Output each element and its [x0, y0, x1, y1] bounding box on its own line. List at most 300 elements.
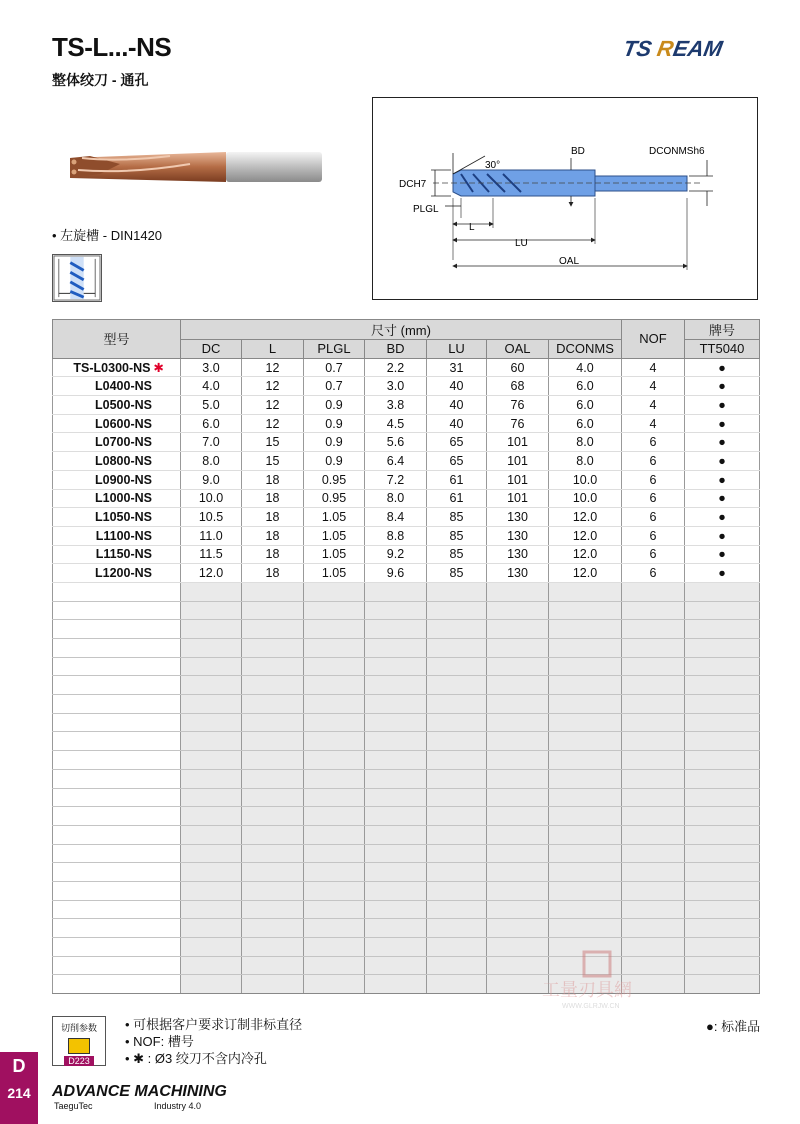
- cell-bd: 3.0: [365, 377, 427, 396]
- empty-cell: [242, 807, 304, 826]
- empty-cell: [181, 601, 242, 620]
- empty-cell: [427, 900, 487, 919]
- empty-cell: [487, 807, 549, 826]
- empty-cell: [427, 732, 487, 751]
- empty-cell: [304, 881, 365, 900]
- model-cell: [53, 508, 181, 527]
- model-code: L1100-NS: [95, 528, 152, 543]
- empty-row: [53, 825, 760, 844]
- model-cell: [53, 396, 181, 415]
- empty-cell: [181, 657, 242, 676]
- industry-text: Industry 4.0: [154, 1101, 202, 1111]
- cell-dc: 10.0: [181, 489, 242, 508]
- empty-cell: [181, 788, 242, 807]
- empty-cell: [181, 751, 242, 770]
- cell-l: 18: [242, 545, 304, 564]
- empty-cell: [53, 639, 181, 658]
- standard-legend: ●: 标准品: [706, 1019, 761, 1034]
- empty-cell: [53, 975, 181, 994]
- cell-dc: 6.0: [181, 414, 242, 433]
- empty-cell: [365, 732, 427, 751]
- cell-mark: ●: [685, 452, 760, 471]
- empty-cell: [304, 676, 365, 695]
- empty-cell: [304, 620, 365, 639]
- empty-cell: [242, 695, 304, 714]
- empty-cell: [427, 881, 487, 900]
- cell-oal: 101: [487, 489, 549, 508]
- empty-cell: [549, 807, 622, 826]
- cell-bd: 4.5: [365, 414, 427, 433]
- empty-cell: [365, 676, 427, 695]
- model-code: L0700-NS: [95, 435, 152, 450]
- empty-cell: [487, 881, 549, 900]
- empty-row: [53, 657, 760, 676]
- cell-nof: 6: [622, 545, 685, 564]
- model-cell: [53, 433, 181, 452]
- model-code: L1150-NS: [95, 547, 152, 562]
- empty-cell: [242, 713, 304, 732]
- cell-dconms: 12.0: [549, 564, 622, 583]
- empty-cell: [487, 713, 549, 732]
- empty-cell: [304, 844, 365, 863]
- empty-cell: [181, 863, 242, 882]
- cell-l: 12: [242, 396, 304, 415]
- l-label: L: [469, 222, 475, 233]
- empty-cell: [549, 695, 622, 714]
- empty-cell: [685, 582, 760, 601]
- watermark-logo: [540, 950, 670, 1010]
- note-nof: • NOF: 槽号: [125, 1034, 194, 1049]
- table-row: [53, 396, 760, 415]
- empty-cell: [685, 620, 760, 639]
- empty-cell: [622, 881, 685, 900]
- empty-cell: [242, 639, 304, 658]
- empty-cell: [549, 620, 622, 639]
- empty-row: [53, 639, 760, 658]
- advance-machining-logo: ADVANCE MACHINING: [52, 1083, 227, 1100]
- bd-label: BD: [571, 146, 585, 157]
- header-size: 尺寸 (mm): [181, 320, 622, 340]
- cell-nof: 6: [622, 508, 685, 527]
- empty-row: [53, 732, 760, 751]
- empty-cell: [427, 975, 487, 994]
- cell-dc: 5.0: [181, 396, 242, 415]
- cell-dc: 8.0: [181, 452, 242, 471]
- cell-lu: 85: [427, 508, 487, 527]
- empty-cell: [53, 582, 181, 601]
- empty-cell: [242, 825, 304, 844]
- col-grade-tt5040: TT5040: [685, 340, 760, 359]
- empty-cell: [685, 676, 760, 695]
- empty-cell: [181, 975, 242, 994]
- cell-plgl: 0.7: [304, 377, 365, 396]
- empty-cell: [685, 788, 760, 807]
- empty-cell: [181, 676, 242, 695]
- cell-lu: 40: [427, 414, 487, 433]
- empty-cell: [622, 919, 685, 938]
- model-cell: [53, 452, 181, 471]
- table-row: [53, 508, 760, 527]
- cell-dconms: 10.0: [549, 470, 622, 489]
- cell-l: 18: [242, 526, 304, 545]
- table-row: [53, 470, 760, 489]
- empty-cell: [549, 713, 622, 732]
- empty-cell: [365, 975, 427, 994]
- cell-oal: 101: [487, 452, 549, 471]
- empty-cell: [304, 807, 365, 826]
- empty-cell: [365, 657, 427, 676]
- cell-dconms: 8.0: [549, 452, 622, 471]
- empty-cell: [622, 695, 685, 714]
- empty-cell: [487, 769, 549, 788]
- empty-cell: [181, 900, 242, 919]
- model-cell: [53, 377, 181, 396]
- cell-plgl: 0.95: [304, 470, 365, 489]
- empty-cell: [181, 825, 242, 844]
- empty-cell: [181, 807, 242, 826]
- spec-table-body: [53, 358, 760, 993]
- empty-cell: [181, 713, 242, 732]
- empty-cell: [304, 657, 365, 676]
- cell-bd: 8.4: [365, 508, 427, 527]
- empty-cell: [549, 657, 622, 676]
- empty-cell: [365, 844, 427, 863]
- empty-cell: [53, 695, 181, 714]
- empty-cell: [549, 919, 622, 938]
- empty-cell: [53, 751, 181, 770]
- empty-cell: [622, 769, 685, 788]
- empty-cell: [181, 844, 242, 863]
- model-cell: [53, 414, 181, 433]
- empty-cell: [365, 788, 427, 807]
- cell-mark: ●: [685, 564, 760, 583]
- empty-row: [53, 844, 760, 863]
- cell-lu: 61: [427, 470, 487, 489]
- empty-cell: [622, 807, 685, 826]
- cell-lu: 65: [427, 433, 487, 452]
- cell-mark: ●: [685, 489, 760, 508]
- oal-label: OAL: [559, 256, 580, 267]
- empty-cell: [181, 620, 242, 639]
- empty-row: [53, 788, 760, 807]
- page-title: TS-L...-NS: [52, 32, 172, 62]
- cell-lu: 61: [427, 489, 487, 508]
- cell-l: 12: [242, 377, 304, 396]
- empty-cell: [242, 769, 304, 788]
- col-bd: BD: [365, 340, 427, 359]
- spec-table: [52, 319, 760, 994]
- empty-cell: [487, 676, 549, 695]
- empty-cell: [304, 956, 365, 975]
- empty-cell: [487, 900, 549, 919]
- cell-plgl: 0.9: [304, 452, 365, 471]
- empty-cell: [685, 601, 760, 620]
- empty-cell: [181, 956, 242, 975]
- empty-cell: [427, 620, 487, 639]
- cell-dconms: 12.0: [549, 526, 622, 545]
- cell-oal: 101: [487, 433, 549, 452]
- empty-cell: [242, 582, 304, 601]
- empty-cell: [242, 844, 304, 863]
- empty-row: [53, 807, 760, 826]
- cell-bd: 8.8: [365, 526, 427, 545]
- model-code: L1000-NS: [95, 491, 152, 506]
- empty-row: [53, 620, 760, 639]
- svg-text:R: R: [655, 36, 676, 61]
- empty-cell: [304, 938, 365, 957]
- model-code: L1050-NS: [95, 510, 152, 525]
- empty-cell: [685, 713, 760, 732]
- cell-nof: 6: [622, 470, 685, 489]
- dimension-drawing: [372, 97, 758, 300]
- cell-nof: 4: [622, 414, 685, 433]
- taegutec-text: TaeguTec: [54, 1101, 93, 1111]
- cutting-params-box[interactable]: [52, 1016, 106, 1066]
- empty-cell: [427, 769, 487, 788]
- table-row: [53, 414, 760, 433]
- empty-cell: [365, 620, 427, 639]
- col-dc: DC: [181, 340, 242, 359]
- cell-plgl: 1.05: [304, 526, 365, 545]
- cell-oal: 68: [487, 377, 549, 396]
- cell-mark: ●: [685, 396, 760, 415]
- empty-cell: [53, 657, 181, 676]
- footnotes: [125, 1016, 302, 1067]
- empty-cell: [487, 639, 549, 658]
- table-row: [53, 358, 760, 377]
- left-spiral-icon: [52, 254, 102, 302]
- empty-cell: [304, 788, 365, 807]
- empty-cell: [685, 639, 760, 658]
- feature-note: • 左旋槽 - DIN1420: [52, 228, 163, 243]
- model-cell: [53, 564, 181, 583]
- empty-cell: [304, 975, 365, 994]
- empty-cell: [304, 919, 365, 938]
- cell-lu: 85: [427, 564, 487, 583]
- cell-nof: 6: [622, 433, 685, 452]
- empty-cell: [549, 769, 622, 788]
- empty-cell: [365, 938, 427, 957]
- cell-dc: 9.0: [181, 470, 242, 489]
- empty-cell: [685, 751, 760, 770]
- cell-bd: 7.2: [365, 470, 427, 489]
- empty-cell: [181, 938, 242, 957]
- empty-cell: [365, 769, 427, 788]
- empty-cell: [549, 825, 622, 844]
- cell-mark: ●: [685, 508, 760, 527]
- cell-dc: 3.0: [181, 358, 242, 377]
- params-page-ref[interactable]: D223: [64, 1056, 94, 1066]
- cell-mark: ●: [685, 377, 760, 396]
- empty-cell: [427, 956, 487, 975]
- empty-cell: [181, 881, 242, 900]
- empty-cell: [427, 788, 487, 807]
- empty-cell: [549, 881, 622, 900]
- cell-oal: 130: [487, 564, 549, 583]
- empty-cell: [53, 769, 181, 788]
- empty-cell: [53, 881, 181, 900]
- empty-cell: [427, 601, 487, 620]
- cell-dconms: 8.0: [549, 433, 622, 452]
- empty-cell: [685, 919, 760, 938]
- cell-plgl: 0.9: [304, 396, 365, 415]
- cell-oal: 130: [487, 508, 549, 527]
- cell-oal: 60: [487, 358, 549, 377]
- cell-plgl: 0.95: [304, 489, 365, 508]
- cell-l: 18: [242, 564, 304, 583]
- cell-mark: ●: [685, 414, 760, 433]
- empty-cell: [685, 807, 760, 826]
- model-code: L0600-NS: [95, 416, 152, 431]
- section-letter: D: [12, 1056, 26, 1076]
- cell-oal: 76: [487, 414, 549, 433]
- empty-cell: [685, 975, 760, 994]
- empty-cell: [53, 601, 181, 620]
- cell-plgl: 1.05: [304, 564, 365, 583]
- empty-cell: [304, 713, 365, 732]
- cell-l: 18: [242, 489, 304, 508]
- model-code: L0500-NS: [95, 397, 152, 412]
- empty-cell: [427, 676, 487, 695]
- cell-lu: 65: [427, 452, 487, 471]
- cell-dc: 7.0: [181, 433, 242, 452]
- cell-nof: 6: [622, 489, 685, 508]
- cell-nof: 6: [622, 452, 685, 471]
- empty-cell: [487, 620, 549, 639]
- empty-cell: [365, 825, 427, 844]
- empty-cell: [685, 825, 760, 844]
- cell-bd: 9.6: [365, 564, 427, 583]
- empty-cell: [487, 582, 549, 601]
- empty-cell: [53, 863, 181, 882]
- empty-cell: [304, 732, 365, 751]
- empty-cell: [365, 900, 427, 919]
- empty-cell: [242, 657, 304, 676]
- section-tab: [0, 1052, 38, 1124]
- empty-cell: [53, 844, 181, 863]
- empty-cell: [427, 919, 487, 938]
- empty-cell: [242, 919, 304, 938]
- empty-cell: [365, 751, 427, 770]
- empty-cell: [622, 582, 685, 601]
- empty-cell: [427, 807, 487, 826]
- empty-cell: [549, 900, 622, 919]
- angle-label: 30°: [485, 160, 501, 171]
- lu-label: LU: [515, 238, 528, 249]
- cell-dconms: 4.0: [549, 358, 622, 377]
- empty-cell: [549, 639, 622, 658]
- table-row: [53, 452, 760, 471]
- empty-cell: [365, 582, 427, 601]
- cell-mark: ●: [685, 358, 760, 377]
- empty-cell: [427, 751, 487, 770]
- plgl-label: PLGL: [413, 204, 439, 215]
- cell-dconms: 6.0: [549, 377, 622, 396]
- empty-cell: [487, 788, 549, 807]
- empty-row: [53, 751, 760, 770]
- empty-cell: [53, 919, 181, 938]
- note-custom-diameter: • 可根据客户要求订制非标直径: [125, 1017, 303, 1032]
- header-grade: 牌号: [685, 320, 760, 340]
- empty-cell: [622, 825, 685, 844]
- empty-cell: [427, 863, 487, 882]
- cell-dconms: 6.0: [549, 396, 622, 415]
- model-code: L0800-NS: [95, 453, 152, 468]
- empty-cell: [53, 713, 181, 732]
- empty-cell: [365, 695, 427, 714]
- table-row: [53, 545, 760, 564]
- model-cell: [53, 470, 181, 489]
- empty-cell: [304, 695, 365, 714]
- model-cell: [53, 545, 181, 564]
- cell-nof: 6: [622, 526, 685, 545]
- empty-cell: [622, 601, 685, 620]
- empty-cell: [304, 863, 365, 882]
- col-plgl: PLGL: [304, 340, 365, 359]
- cell-lu: 85: [427, 526, 487, 545]
- cell-l: 15: [242, 433, 304, 452]
- empty-cell: [304, 900, 365, 919]
- cell-lu: 40: [427, 396, 487, 415]
- empty-cell: [365, 956, 427, 975]
- empty-cell: [304, 769, 365, 788]
- empty-row: [53, 769, 760, 788]
- empty-cell: [427, 695, 487, 714]
- header-nof: NOF: [622, 320, 685, 359]
- empty-cell: [622, 863, 685, 882]
- dconms-label: DCONMSh6: [649, 146, 705, 157]
- empty-cell: [242, 938, 304, 957]
- cell-dconms: 12.0: [549, 545, 622, 564]
- header-model: 型号: [53, 320, 181, 359]
- cell-nof: 4: [622, 377, 685, 396]
- empty-cell: [487, 601, 549, 620]
- no-coolant-star-icon: ✱: [153, 361, 164, 376]
- page-subtitle: 整体绞刀 - 通孔: [52, 72, 149, 88]
- empty-cell: [53, 676, 181, 695]
- empty-cell: [685, 657, 760, 676]
- empty-cell: [685, 956, 760, 975]
- empty-cell: [487, 695, 549, 714]
- empty-cell: [365, 863, 427, 882]
- empty-cell: [53, 807, 181, 826]
- empty-row: [53, 695, 760, 714]
- cell-mark: ●: [685, 526, 760, 545]
- cell-dc: 11.5: [181, 545, 242, 564]
- cell-dc: 10.5: [181, 508, 242, 527]
- empty-cell: [622, 639, 685, 658]
- watermark-url: WWW.GLRJW.CN: [562, 1003, 620, 1010]
- cell-l: 18: [242, 470, 304, 489]
- cell-lu: 85: [427, 545, 487, 564]
- note-coolant: • ✱ : Ø3 绞刀不含内冷孔: [125, 1051, 267, 1066]
- empty-cell: [685, 732, 760, 751]
- empty-cell: [549, 676, 622, 695]
- empty-cell: [304, 601, 365, 620]
- cell-nof: 4: [622, 358, 685, 377]
- cell-dc: 4.0: [181, 377, 242, 396]
- cell-l: 12: [242, 414, 304, 433]
- cell-plgl: 0.9: [304, 414, 365, 433]
- empty-cell: [487, 732, 549, 751]
- cell-bd: 3.8: [365, 396, 427, 415]
- params-label: 切削参数: [60, 1023, 97, 1033]
- empty-cell: [304, 825, 365, 844]
- empty-cell: [685, 900, 760, 919]
- cell-lu: 31: [427, 358, 487, 377]
- empty-cell: [242, 788, 304, 807]
- col-l: L: [242, 340, 304, 359]
